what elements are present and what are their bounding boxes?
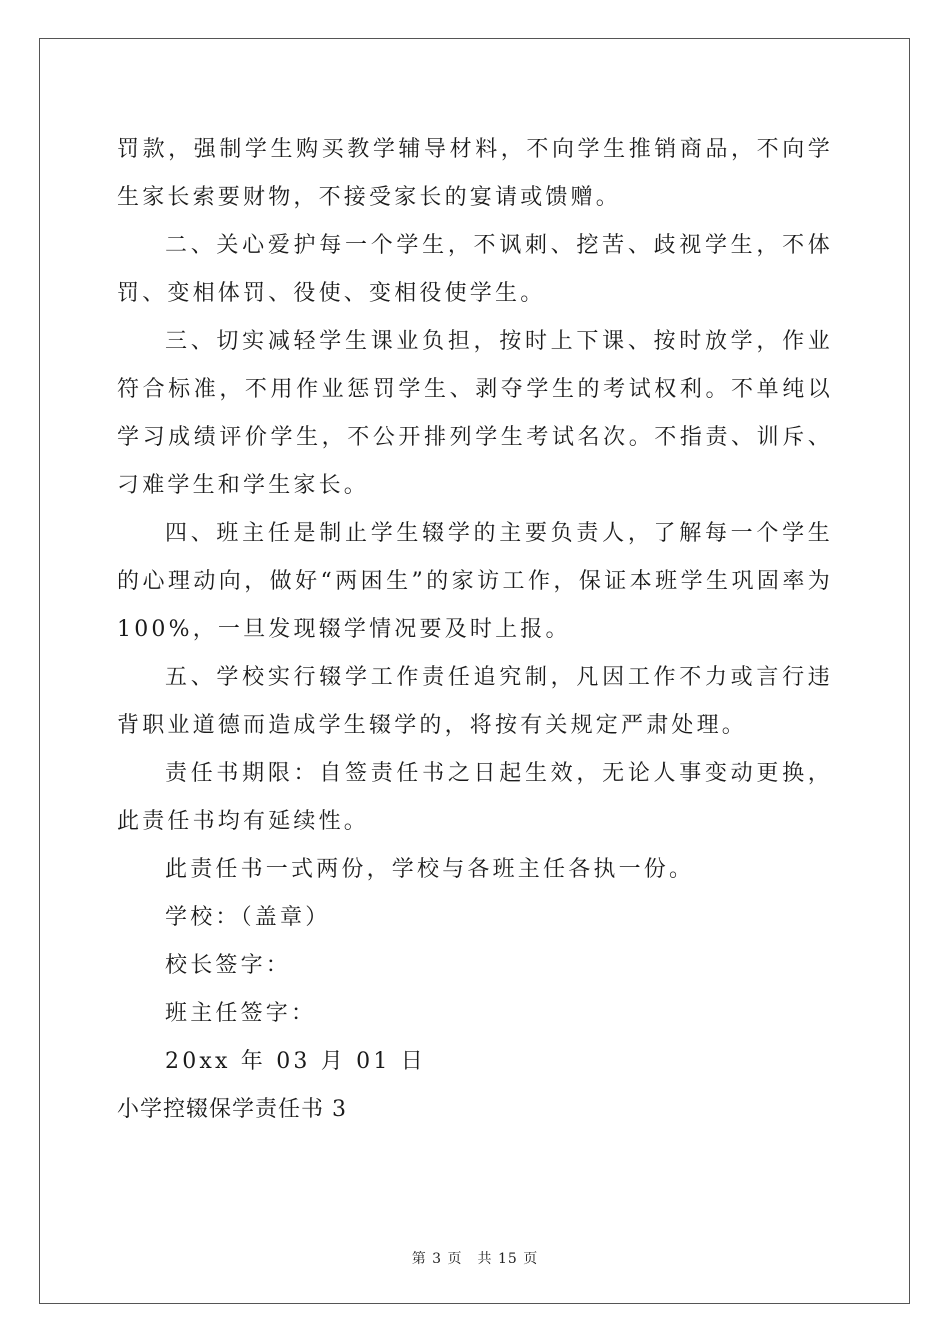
- date-line: 20xx 年 03 月 01 日: [165, 1049, 426, 1074]
- paragraph-term: 责任书期限：自签责任书之日起生效，无论人事变动更换，此责任书均有延续性。: [117, 761, 833, 834]
- paragraph-2: 二、关心爱护每一个学生，不讽刺、挖苦、歧视学生，不体罚、变相体罚、役使、变相役使学生。: [117, 233, 833, 306]
- next-section-title: 小学控辍保学责任书 3: [117, 1097, 347, 1122]
- principal-signature-line: 校长签字：: [165, 953, 292, 978]
- school-seal-line: 学校：（盖章）: [165, 905, 331, 930]
- paragraph-5: 五、学校实行辍学工作责任追究制，凡因工作不力或言行违背职业道德而造成学生辍学的，将按有关规定严肃处理。: [117, 665, 833, 738]
- page-number-footer: 第 3 页 共 15 页: [411, 1251, 539, 1267]
- document-body: [117, 126, 833, 1134]
- paragraph-4: 四、班主任是制止学生辍学的主要负责人，了解每一个学生的心理动向，做好“两困生”的家访工作，保证本班学生巩固率为100%，一旦发现辍学情况要及时上报。: [117, 521, 833, 642]
- paragraph-1: 罚款，强制学生购买教学辅导材料，不向学生推销商品，不向学生家长索要财物，不接受家长的宴请或馈赠。: [117, 137, 833, 210]
- copies-line: 此责任书一式两份，学校与各班主任各执一份。: [165, 857, 695, 882]
- paragraph-3: 三、切实减轻学生课业负担，按时上下课、按时放学，作业符合标准，不用作业惩罚学生、剥夺学生的考试权利。不单纯以学习成绩评价学生，不公开排列学生考试名次。不指责、训斥、刁难学生和学生家长。: [117, 329, 833, 498]
- teacher-signature-line: 班主任签字：: [165, 1001, 317, 1026]
